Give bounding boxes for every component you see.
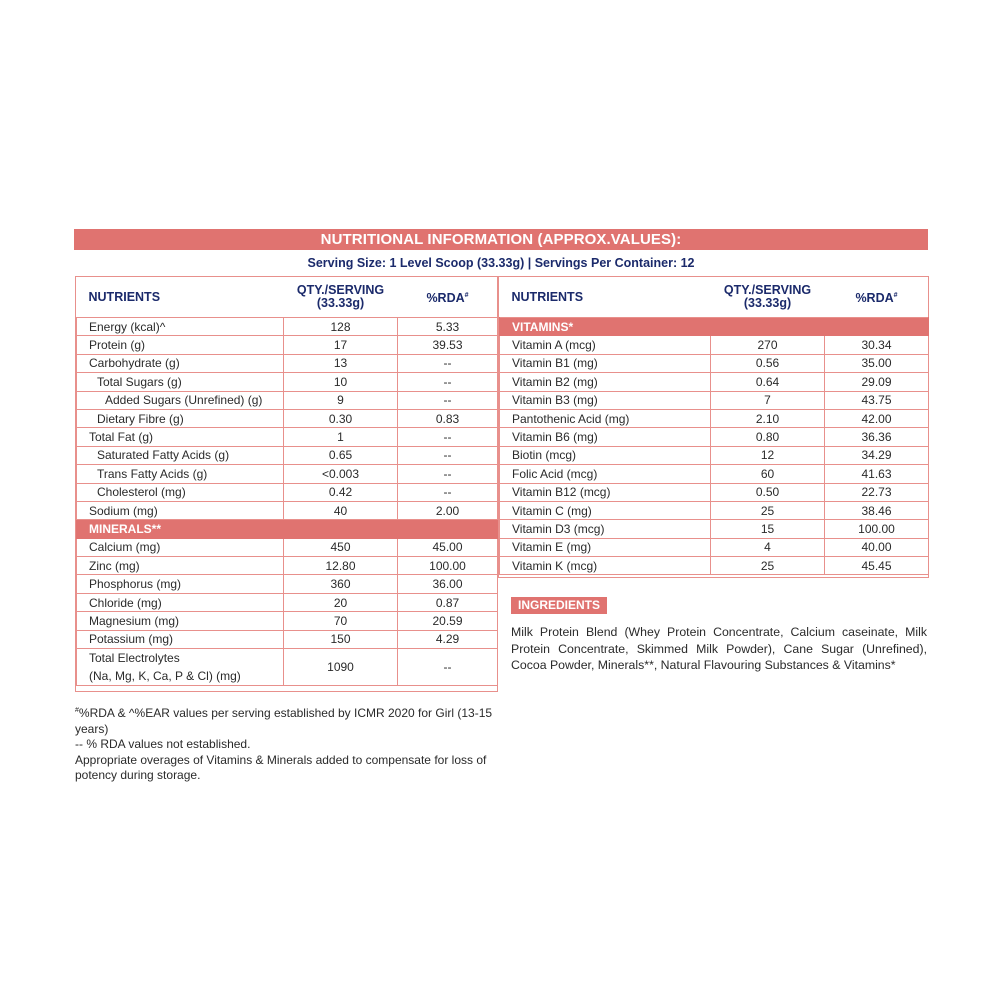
nutrient-name: Pantothenic Acid (mg) — [500, 409, 711, 427]
electrolytes-line2: (Na, Mg, K, Ca, P & Cl) (mg) — [89, 669, 241, 684]
nutrient-qty: 360 — [284, 575, 398, 593]
col-qty — [711, 277, 825, 318]
nutrient-name: Vitamin B6 (mg) — [500, 428, 711, 446]
nutrients-table — [75, 276, 498, 692]
nutrient-name: Biotin (mcg) — [500, 446, 711, 464]
nutrient-qty: 10 — [284, 373, 398, 391]
nutrient-name: Vitamin A (mcg) — [500, 336, 711, 354]
nutrient-rda: 40.00 — [825, 538, 929, 556]
nutrient-name: Energy (kcal)^ — [77, 318, 284, 336]
ingredients-label: INGREDIENTS — [511, 597, 607, 614]
table-row — [500, 373, 929, 391]
table-row — [77, 373, 498, 391]
nutrient-rda: 0.87 — [398, 593, 498, 611]
nutrient-rda: -- — [398, 465, 498, 483]
nutrient-qty: 2.10 — [711, 409, 825, 427]
nutrient-qty: 12 — [711, 446, 825, 464]
nutrient-qty: 0.30 — [284, 409, 398, 427]
table-row — [77, 318, 498, 336]
footnote-mark: # — [75, 707, 79, 714]
nutrient-rda: 45.45 — [825, 557, 929, 575]
nutrient-rda: -- — [398, 354, 498, 372]
nutrient-name: Zinc (mg) — [77, 557, 284, 575]
nutrient-name: Potassium (mg) — [77, 630, 284, 648]
nutrient-qty: 15 — [711, 520, 825, 538]
nutrient-name: Chloride (mg) — [77, 593, 284, 611]
table-row — [77, 391, 498, 409]
nutrient-rda: 35.00 — [825, 354, 929, 372]
nutrient-name: Vitamin K (mcg) — [500, 557, 711, 575]
nutrient-qty: 1090 — [284, 649, 398, 686]
table-row — [500, 465, 929, 483]
nutrient-rda: 43.75 — [825, 391, 929, 409]
table-row — [77, 483, 498, 501]
table-row — [500, 501, 929, 519]
nutrient-qty: 0.64 — [711, 373, 825, 391]
nutrient-qty: 13 — [284, 354, 398, 372]
nutrient-name: Folic Acid (mcg) — [500, 465, 711, 483]
table-row — [77, 354, 498, 372]
nutrient-qty: 4 — [711, 538, 825, 556]
nutrient-name: Calcium (mg) — [77, 538, 284, 556]
col-qty-line1: QTY./SERVING — [723, 283, 812, 297]
nutrient-rda: 38.46 — [825, 501, 929, 519]
nutrient-name: Added Sugars (Unrefined) (g) — [77, 391, 284, 409]
footnote-rda — [75, 703, 505, 737]
section-label: MINERALS** — [77, 520, 498, 538]
nutrient-name: Sodium (mg) — [77, 501, 284, 519]
nutrient-qty: 70 — [284, 612, 398, 630]
table-row — [77, 649, 498, 686]
electrolytes-line1: Total Electrolytes — [89, 651, 180, 666]
nutrient-rda: 20.59 — [398, 612, 498, 630]
table-row — [77, 557, 498, 575]
footnote-rda-text: %RDA & ^%EAR values per serving established by ICMR 2020 for Girl (13-15 years) — [75, 706, 493, 736]
nutrient-rda: 4.29 — [398, 630, 498, 648]
table-row — [500, 354, 929, 372]
nutrient-qty: <0.003 — [284, 465, 398, 483]
nutrient-qty: 25 — [711, 501, 825, 519]
nutrient-qty: 270 — [711, 336, 825, 354]
nutrient-rda: 30.34 — [825, 336, 929, 354]
col-rda-mark: # — [893, 291, 898, 299]
col-qty — [284, 277, 398, 318]
nutrient-name: Vitamin B1 (mg) — [500, 354, 711, 372]
nutrient-qty: 20 — [284, 593, 398, 611]
nutrient-qty: 0.65 — [284, 446, 398, 464]
table-row — [500, 428, 929, 446]
nutrient-qty: 9 — [284, 391, 398, 409]
table-row — [500, 391, 929, 409]
nutrient-qty: 60 — [711, 465, 825, 483]
table-row — [77, 446, 498, 464]
nutrient-rda: 100.00 — [398, 557, 498, 575]
nutrient-name: Saturated Fatty Acids (g) — [77, 446, 284, 464]
section-header-vitamins — [500, 318, 929, 336]
nutrient-qty: 150 — [284, 630, 398, 648]
table-row — [500, 520, 929, 538]
footnote-not-established: -- % RDA values not established. — [75, 737, 251, 751]
nutrient-qty: 0.56 — [711, 354, 825, 372]
section-header-minerals — [77, 520, 498, 538]
nutrient-name: Dietary Fibre (g) — [77, 409, 284, 427]
nutrient-name: Cholesterol (mg) — [77, 483, 284, 501]
nutrient-name: Vitamin B2 (mg) — [500, 373, 711, 391]
table-row — [500, 557, 929, 575]
table-row — [77, 630, 498, 648]
nutrient-rda: -- — [398, 373, 498, 391]
col-rda-label: %RDA — [426, 291, 465, 306]
table-row — [500, 483, 929, 501]
nutrient-name: Phosphorus (mg) — [77, 575, 284, 593]
table-row — [77, 336, 498, 354]
nutrient-qty: 7 — [711, 391, 825, 409]
nutrient-rda: 5.33 — [398, 318, 498, 336]
table-row — [77, 593, 498, 611]
nutrient-rda: 22.73 — [825, 483, 929, 501]
table-row — [77, 428, 498, 446]
nutrient-rda: -- — [398, 483, 498, 501]
table-row — [77, 575, 498, 593]
nutrition-title: NUTRITIONAL INFORMATION (APPROX.VALUES): — [74, 229, 928, 250]
nutrient-rda: 42.00 — [825, 409, 929, 427]
nutrient-qty: 12.80 — [284, 557, 398, 575]
nutrient-name: Total Fat (g) — [77, 428, 284, 446]
col-rda-mark: # — [464, 291, 469, 299]
nutrient-qty: 17 — [284, 336, 398, 354]
nutrient-qty: 0.50 — [711, 483, 825, 501]
nutrient-qty: 25 — [711, 557, 825, 575]
section-label: VITAMINS* — [500, 318, 929, 336]
nutrient-name: Vitamin C (mg) — [500, 501, 711, 519]
nutrient-qty: 0.42 — [284, 483, 398, 501]
nutrient-name — [77, 649, 284, 686]
vitamins-table — [498, 276, 929, 578]
table-row — [77, 612, 498, 630]
col-nutrients: NUTRIENTS — [511, 289, 584, 304]
col-rda — [825, 277, 929, 318]
nutrient-rda: -- — [398, 391, 498, 409]
nutrient-rda: 39.53 — [398, 336, 498, 354]
nutrient-name: Total Sugars (g) — [77, 373, 284, 391]
nutrient-rda: 36.00 — [398, 575, 498, 593]
serving-info: Serving Size: 1 Level Scoop (33.33g) | Servings Per Container: 12 — [307, 256, 695, 270]
nutrient-name: Trans Fatty Acids (g) — [77, 465, 284, 483]
nutrient-name: Vitamin B3 (mg) — [500, 391, 711, 409]
nutrient-qty: 128 — [284, 318, 398, 336]
table-row — [77, 409, 498, 427]
nutrient-name: Vitamin B12 (mcg) — [500, 483, 711, 501]
footnote-overages: Appropriate overages of Vitamins & Minerals added to compensate for loss of potency during storage. — [75, 752, 487, 782]
table-row — [500, 336, 929, 354]
table-row — [77, 538, 498, 556]
nutrient-name: Carbohydrate (g) — [77, 354, 284, 372]
table-row — [77, 501, 498, 519]
nutrient-qty: 0.80 — [711, 428, 825, 446]
nutrient-rda: 36.36 — [825, 428, 929, 446]
footnotes — [75, 703, 505, 784]
ingredients-text: Milk Protein Blend (Whey Protein Concentrate, Calcium caseinate, Milk Protein Concentrate, Skimmed Milk Powder), Cane Sugar (Unrefined), Cocoa Powder, Minerals**, Natural Flavouring Substances & Vitamins* — [511, 625, 927, 672]
nutrient-name: Vitamin E (mg) — [500, 538, 711, 556]
col-rda-label: %RDA — [855, 291, 894, 306]
table-row — [500, 538, 929, 556]
nutrient-name: Protein (g) — [77, 336, 284, 354]
col-rda — [398, 277, 498, 318]
nutrient-rda: 100.00 — [825, 520, 929, 538]
nutrient-rda: 2.00 — [398, 501, 498, 519]
col-qty-line2: (33.33g) — [743, 296, 792, 310]
nutrient-name: Magnesium (mg) — [77, 612, 284, 630]
nutrient-qty: 1 — [284, 428, 398, 446]
table-row — [500, 446, 929, 464]
nutrient-name: Vitamin D3 (mcg) — [500, 520, 711, 538]
col-qty-line1: QTY./SERVING — [296, 283, 385, 297]
nutrient-qty: 40 — [284, 501, 398, 519]
table-row — [500, 409, 929, 427]
nutrient-qty: 450 — [284, 538, 398, 556]
col-qty-line2: (33.33g) — [316, 296, 365, 310]
nutrient-rda: -- — [398, 428, 498, 446]
nutrient-rda: -- — [398, 446, 498, 464]
nutrient-rda: 0.83 — [398, 409, 498, 427]
nutrient-rda: 29.09 — [825, 373, 929, 391]
nutrient-rda: -- — [398, 649, 498, 686]
nutrient-rda: 34.29 — [825, 446, 929, 464]
nutrient-rda: 41.63 — [825, 465, 929, 483]
nutrient-rda: 45.00 — [398, 538, 498, 556]
table-row — [77, 465, 498, 483]
col-nutrients: NUTRIENTS — [88, 289, 161, 304]
